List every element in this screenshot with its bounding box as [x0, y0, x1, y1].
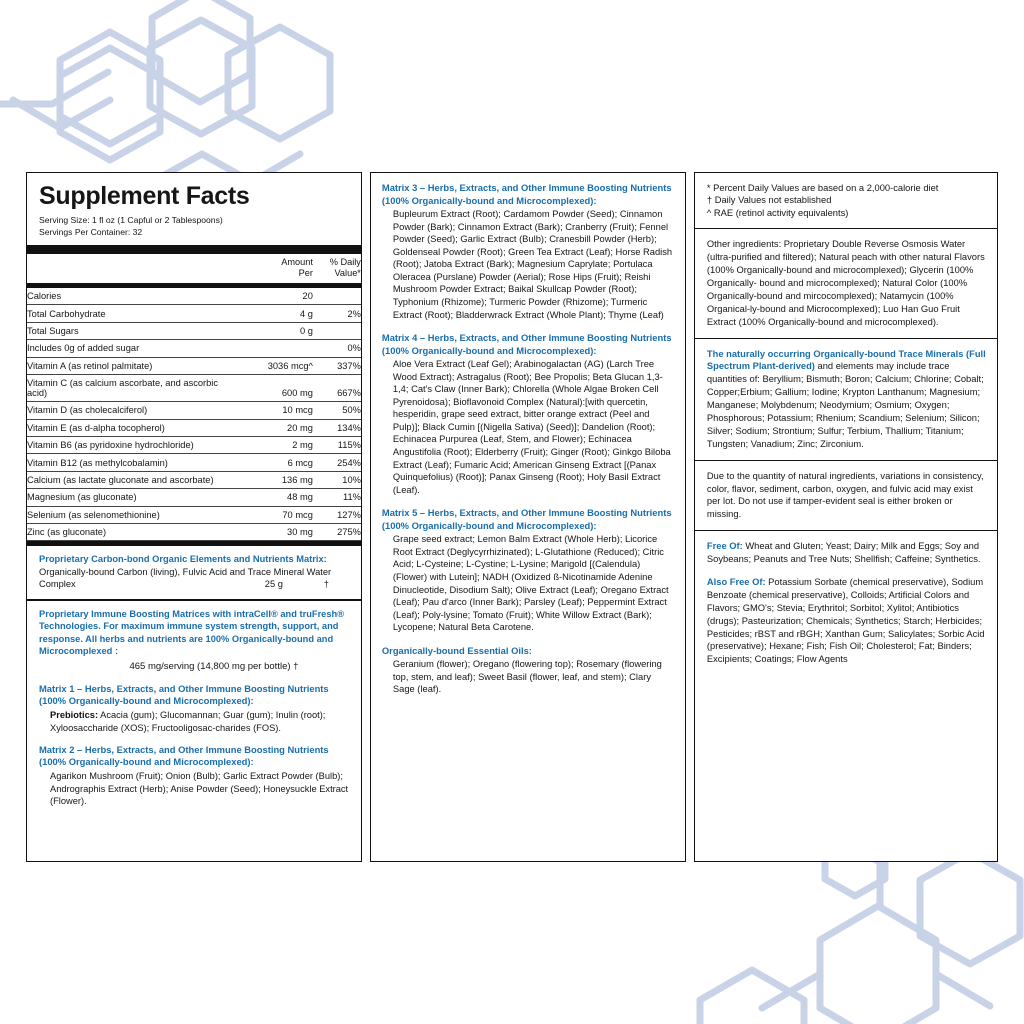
nutrient-amount: 600 mg: [239, 374, 313, 401]
essential-oils-heading: Organically-bound Essential Oils:: [381, 644, 532, 656]
table-row: [27, 419, 361, 436]
nutrient-amount: 3036 mcg^: [239, 357, 313, 374]
essential-oils-ingredients: Geranium (flower); Oregano (flowering top); Rosemary (flowering top, stem, and leaf); Sweet Basil (flower, leaf, and stem); Clary Sage (leaf).: [392, 659, 662, 695]
nutrient-amount: 2 mg: [239, 437, 313, 454]
matrix1-lead-label: Prebiotics:: [50, 710, 99, 721]
nutrient-daily-value: 11%: [313, 489, 361, 506]
nutrition-facts-table: [27, 254, 361, 283]
free-of-section: [695, 531, 997, 861]
variation-notice-text: Due to the quantity of natural ingredients, variations in consistency, color, flavor, sediment, carbon, oxygen, and fulvic acid may exist per lot. Do not use if tamper-evident seal is either broken or missing.: [706, 470, 984, 520]
footnote-rae: ^ RAE (retinol activity equivalents): [706, 207, 849, 218]
free-of-list: Wheat and Gluten; Yeast; Dairy; Milk and Eggs; Soy and Soybeans; Peanuts and Tree Nuts; Shellfish; Caffeine; Synthetics.: [706, 541, 981, 565]
nutrient-daily-value: 127%: [313, 506, 361, 523]
also-free-of-label: Also Free Of:: [706, 576, 766, 587]
table-row: [27, 374, 361, 401]
supplement-facts-label: [26, 172, 998, 862]
immune-matrices-value: 465 mg/serving (14,800 mg per bottle) †: [129, 660, 299, 672]
servings-per-container-text: Servings Per Container: 32: [39, 227, 143, 238]
variation-notice-section: [695, 461, 997, 532]
matrices-3-4-5-section: [371, 173, 685, 704]
table-row: [27, 506, 361, 523]
immune-matrices-section: [27, 601, 361, 816]
also-free-of-list: Potassium Sorbate (chemical preservative), Sodium Benzoate (chemical preservative), Colloids; Artificial Colors and Flavors; GMO's; Stevia; Erythritol; Sorbitol; Xylitol; Antibiotics (drugs); Pasteurization; Chemicals; Synthetics; Starch; Herbicides; Pesticides; rBST and rBGH; Xanthan Gum; Salicylates; Sorbic Acid (preservative); Hexane; Fish; Fish Oil; Cholesterol; Fat; Binders; Excipients; Coatings; Flow Agents: [706, 576, 985, 665]
carbon-bond-matrix-section: [27, 546, 361, 598]
thick-rule-top: [27, 245, 361, 254]
table-row: [27, 437, 361, 454]
matrix3-ingredients: Bupleurum Extract (Root); Cardamom Powder (Seed); Cinnamon Powder (Bark); Cinnamon Extract (Bark); Cranberry (Fruit); Fennel Powder (Seed); Garlic Extract (Bulb); Cranesbill Powder (Herb); Goldenseal Powder (Root); Green Tea Extract (Leaf); Horse Radish (Root); Jatoba Extract (Bark); Magnesium Caprylate; Portulaca Oleracea (Purslane) Powder (Aerial); Rose Hips (Fruit); Reishi Mushroom Powder Extract; Baikal Skullcap Powder (Root); Typhonium (Rhizome); Turmeric Powder (Rhizome); Turmeric Extract (Root); Bladderwrack Extract (Whole Plant); Thyme (Leaf): [392, 209, 673, 320]
matrix1-heading: Matrix 1 – Herbs, Extracts, and Other Immune Boosting Nutrients (100% Organically-bound and Microcomplexed):: [39, 682, 329, 707]
nutrient-daily-value: 2%: [313, 305, 361, 322]
nutrient-name: Selenium (as selenomethionine): [27, 506, 239, 523]
trace-minerals-body: and elements may include trace quantities of: Beryllium; Bismuth; Boron; Calcium; Chlorine; Cobalt; Copper;Erbium; Gallium; Iodine; Krypton Lanthanum; Magnesium; Manganese; Molybdenum; Neodymium; Osmium; Oxygen; Phosphorous; Potassium; Rhenium; Scandium; Selenium; Silicon; Silver; Sodium; Strontium; Sulfur; Terbium, Thallium; Titanium; Tungsten; Vanadium; Zinc; Zirconium.: [706, 361, 984, 449]
nutrient-name: Zinc (as gluconate): [27, 523, 239, 540]
table-row: [27, 305, 361, 322]
nutrient-name: Magnesium (as gluconate): [27, 489, 239, 506]
trace-minerals-section: [695, 339, 997, 461]
table-row: [27, 322, 361, 339]
label-column-left: [26, 172, 362, 862]
nutrient-amount: 4 g: [239, 305, 313, 322]
label-column-right: [694, 172, 998, 862]
nutrient-daily-value: 254%: [313, 454, 361, 471]
label-column-middle: [370, 172, 686, 862]
table-row: [27, 454, 361, 471]
matrix3-heading: Matrix 3 – Herbs, Extracts, and Other Immune Boosting Nutrients (100% Organically-bound and Microcomplexed):: [381, 182, 672, 206]
nutrient-name: Vitamin B6 (as pyridoxine hydrochloride): [27, 437, 239, 454]
nutrient-amount: 70 mcg: [239, 506, 313, 523]
nutrient-name: Vitamin C (as calcium ascorbate, and ascorbic acid): [27, 374, 239, 401]
nutrient-rows-table: [27, 288, 361, 541]
matrix2-ingredients: Agarikon Mushroom (Fruit); Onion (Bulb); Garlic Extract Powder (Bulb); Andrographis Extract (Herb); Anise Powder (Seed); Honeysuckle Extract (Flower).: [50, 771, 349, 807]
carbon-bond-amount: 25 g: [264, 578, 283, 589]
matrix4-heading: Matrix 4 – Herbs, Extracts, and Other Immune Boosting Nutrients (100% Organically-bound and Microcomplexed):: [381, 332, 672, 356]
table-row: [27, 288, 361, 305]
nutrient-daily-value: 337%: [313, 357, 361, 374]
nutrient-daily-value: 275%: [313, 523, 361, 540]
serving-info: [27, 209, 361, 244]
carbon-bond-heading: Proprietary Carbon-bond Organic Elements and Nutrients Matrix:: [39, 554, 327, 565]
nutrient-amount: 0 g: [239, 322, 313, 339]
matrix1-ingredients: Acacia (gum); Glucomannan; Guar (gum); Inulin (root); Xyloosaccharide (XOS); Fructooligosac-charides (FOS).: [50, 710, 326, 734]
nutrient-name: Total Carbohydrate: [27, 305, 239, 322]
nutrient-daily-value: 0%: [313, 340, 361, 357]
free-of-block: [707, 540, 986, 566]
matrix1-body: [39, 709, 349, 734]
nutrient-name: Vitamin B12 (as methylcobalamin): [27, 454, 239, 471]
table-row: [27, 471, 361, 488]
nutrient-amount: 48 mg: [239, 489, 313, 506]
serving-size-text: Serving Size: 1 fl oz (1 Capful or 2 Tablespoons): [39, 215, 223, 226]
table-row: [27, 357, 361, 374]
table-row: [27, 340, 361, 357]
amount-column-header: Amount Per: [281, 256, 313, 279]
nutrient-name: Includes 0g of added sugar: [27, 340, 239, 357]
nutrient-daily-value: [313, 322, 361, 339]
nutrient-daily-value: 667%: [313, 374, 361, 401]
immune-matrices-heading: Proprietary Immune Boosting Matrices with intraCell® and truFresh® Technologies. For maximum immune system strength, support, and response. All herbs and nutrients are 100% Organically-bound and Microcomplexed :: [39, 609, 345, 657]
free-of-label: Free Of:: [706, 541, 743, 552]
trace-minerals-heading: The naturally occurring Organically-bound Trace Minerals (Full Spectrum Plant-derived): [706, 348, 986, 372]
nutrient-name: Vitamin D (as cholecalciferol): [27, 402, 239, 419]
also-free-of-block: [707, 576, 986, 666]
other-ingredients-text: Other ingredients: Proprietary Double Reverse Osmosis Water (ultra-purified and filtered); Natural peach with other natural Flavors (100% Organically-bound and microcomplexed); Glycerin (100% Organically- bound and microcomplexed); Natural Color (100% Organically-bound and mircocomplexed); Natamycin (100% Organical-ly-bound and Microcomplexed); Luo Han Guo Fruit Extract (100% Organically-bound and microcomplexed).: [706, 239, 985, 327]
nutrient-daily-value: 134%: [313, 419, 361, 436]
nutrient-name: Calcium (as lactate gluconate and ascorbate): [27, 471, 239, 488]
table-header-row: [27, 254, 361, 283]
nutrient-amount: 136 mg: [239, 471, 313, 488]
nutrient-amount: [239, 340, 313, 357]
carbon-bond-body: Organically-bound Carbon (living), Fulvic Acid and Trace Mineral Water Complex: [39, 566, 332, 590]
nutrient-amount: 10 mcg: [239, 402, 313, 419]
nutrient-daily-value: [313, 288, 361, 305]
matrix2-heading: Matrix 2 – Herbs, Extracts, and Other Immune Boosting Nutrients (100% Organically-bound and Microcomplexed):: [39, 743, 329, 767]
table-row: [27, 489, 361, 506]
matrix4-ingredients: Aloe Vera Extract (Leaf Gel); Arabinogalactan (AG) (Larch Tree Wood Extract); Astragalus (Root); Bee Propolis; Beta Glucan 1,3-1,4; Cat's Claw (Inner Bark); Chlorella (Whole Algae Broken Cell Pyrenoidosa); Bioflavonoid Complex (Natural):[with quercetin, hesperidin, grape seed extract, bitter orange extract (Peel and Pulp)]; Black Cumin [(Nigella Sativa) (Seed)]; Dandelion (Root); Echinacea Purpurea (Leaf, Stem, and Flower); Echinacea Angustifolia (Root); Elderberry (Fruit); Ginger (Root); Ginkgo Biloba Extract (Leaf); Fumaric Acid; American Ginseng Extract [(Panax Quinquefolius) (Root)]; Panax Ginseng (Root); Holy Basil Extract (Leaf).: [392, 359, 671, 495]
footnotes-section: [695, 173, 997, 229]
footnote-dagger: † Daily Values not established: [706, 195, 832, 206]
page-title: Supplement Facts: [39, 182, 250, 210]
carbon-bond-text: [39, 553, 349, 590]
footnote-daily-values: * Percent Daily Values are based on a 2,000-calorie diet: [706, 183, 939, 193]
nutrient-amount: 30 mg: [239, 523, 313, 540]
daily-value-column-header: % Daily Value*: [329, 256, 361, 279]
nutrient-name: Calories: [27, 288, 239, 305]
nutrient-name: Vitamin E (as d-alpha tocopherol): [27, 419, 239, 436]
nutrient-daily-value: 10%: [313, 471, 361, 488]
nutrient-amount: 20 mg: [239, 419, 313, 436]
table-row: [27, 402, 361, 419]
nutrient-amount: 20: [239, 288, 313, 305]
carbon-bond-dv: †: [323, 578, 329, 589]
table-row: [27, 523, 361, 540]
nutrient-name: Total Sugars: [27, 322, 239, 339]
matrix5-heading: Matrix 5 – Herbs, Extracts, and Other Immune Boosting Nutrients (100% Organically-bound and Microcomplexed):: [381, 507, 672, 531]
nutrient-name: Vitamin A (as retinol palmitate): [27, 357, 239, 374]
nutrient-daily-value: 115%: [313, 437, 361, 454]
matrix5-ingredients: Grape seed extract; Lemon Balm Extract (Whole Herb); Licorice Root Extract (Deglycyrrhizinated); L-Glutathione (Reduced); Citric Acid; L-Cysteine; L-Cystine; L-Lysine; Marigold [(Calendula) (Flower) with Lutein]; NADH (Oxidized ß-Nicotinamide Adenine Dinucleotide, Disodium Salt); Olive Extract (Leaf); Oregano Extract (Leaf); Pau d'arco (Inner Bark); Parsley (Leaf); Peppermint Extract (Leaf); Poly-lysine; Tomato (Fruit); White Willow Extract (Bark); Lycopene; Natural Beta Carotene.: [392, 534, 669, 633]
other-ingredients-section: [695, 229, 997, 338]
nutrient-amount: 6 mcg: [239, 454, 313, 471]
nutrient-daily-value: 50%: [313, 402, 361, 419]
